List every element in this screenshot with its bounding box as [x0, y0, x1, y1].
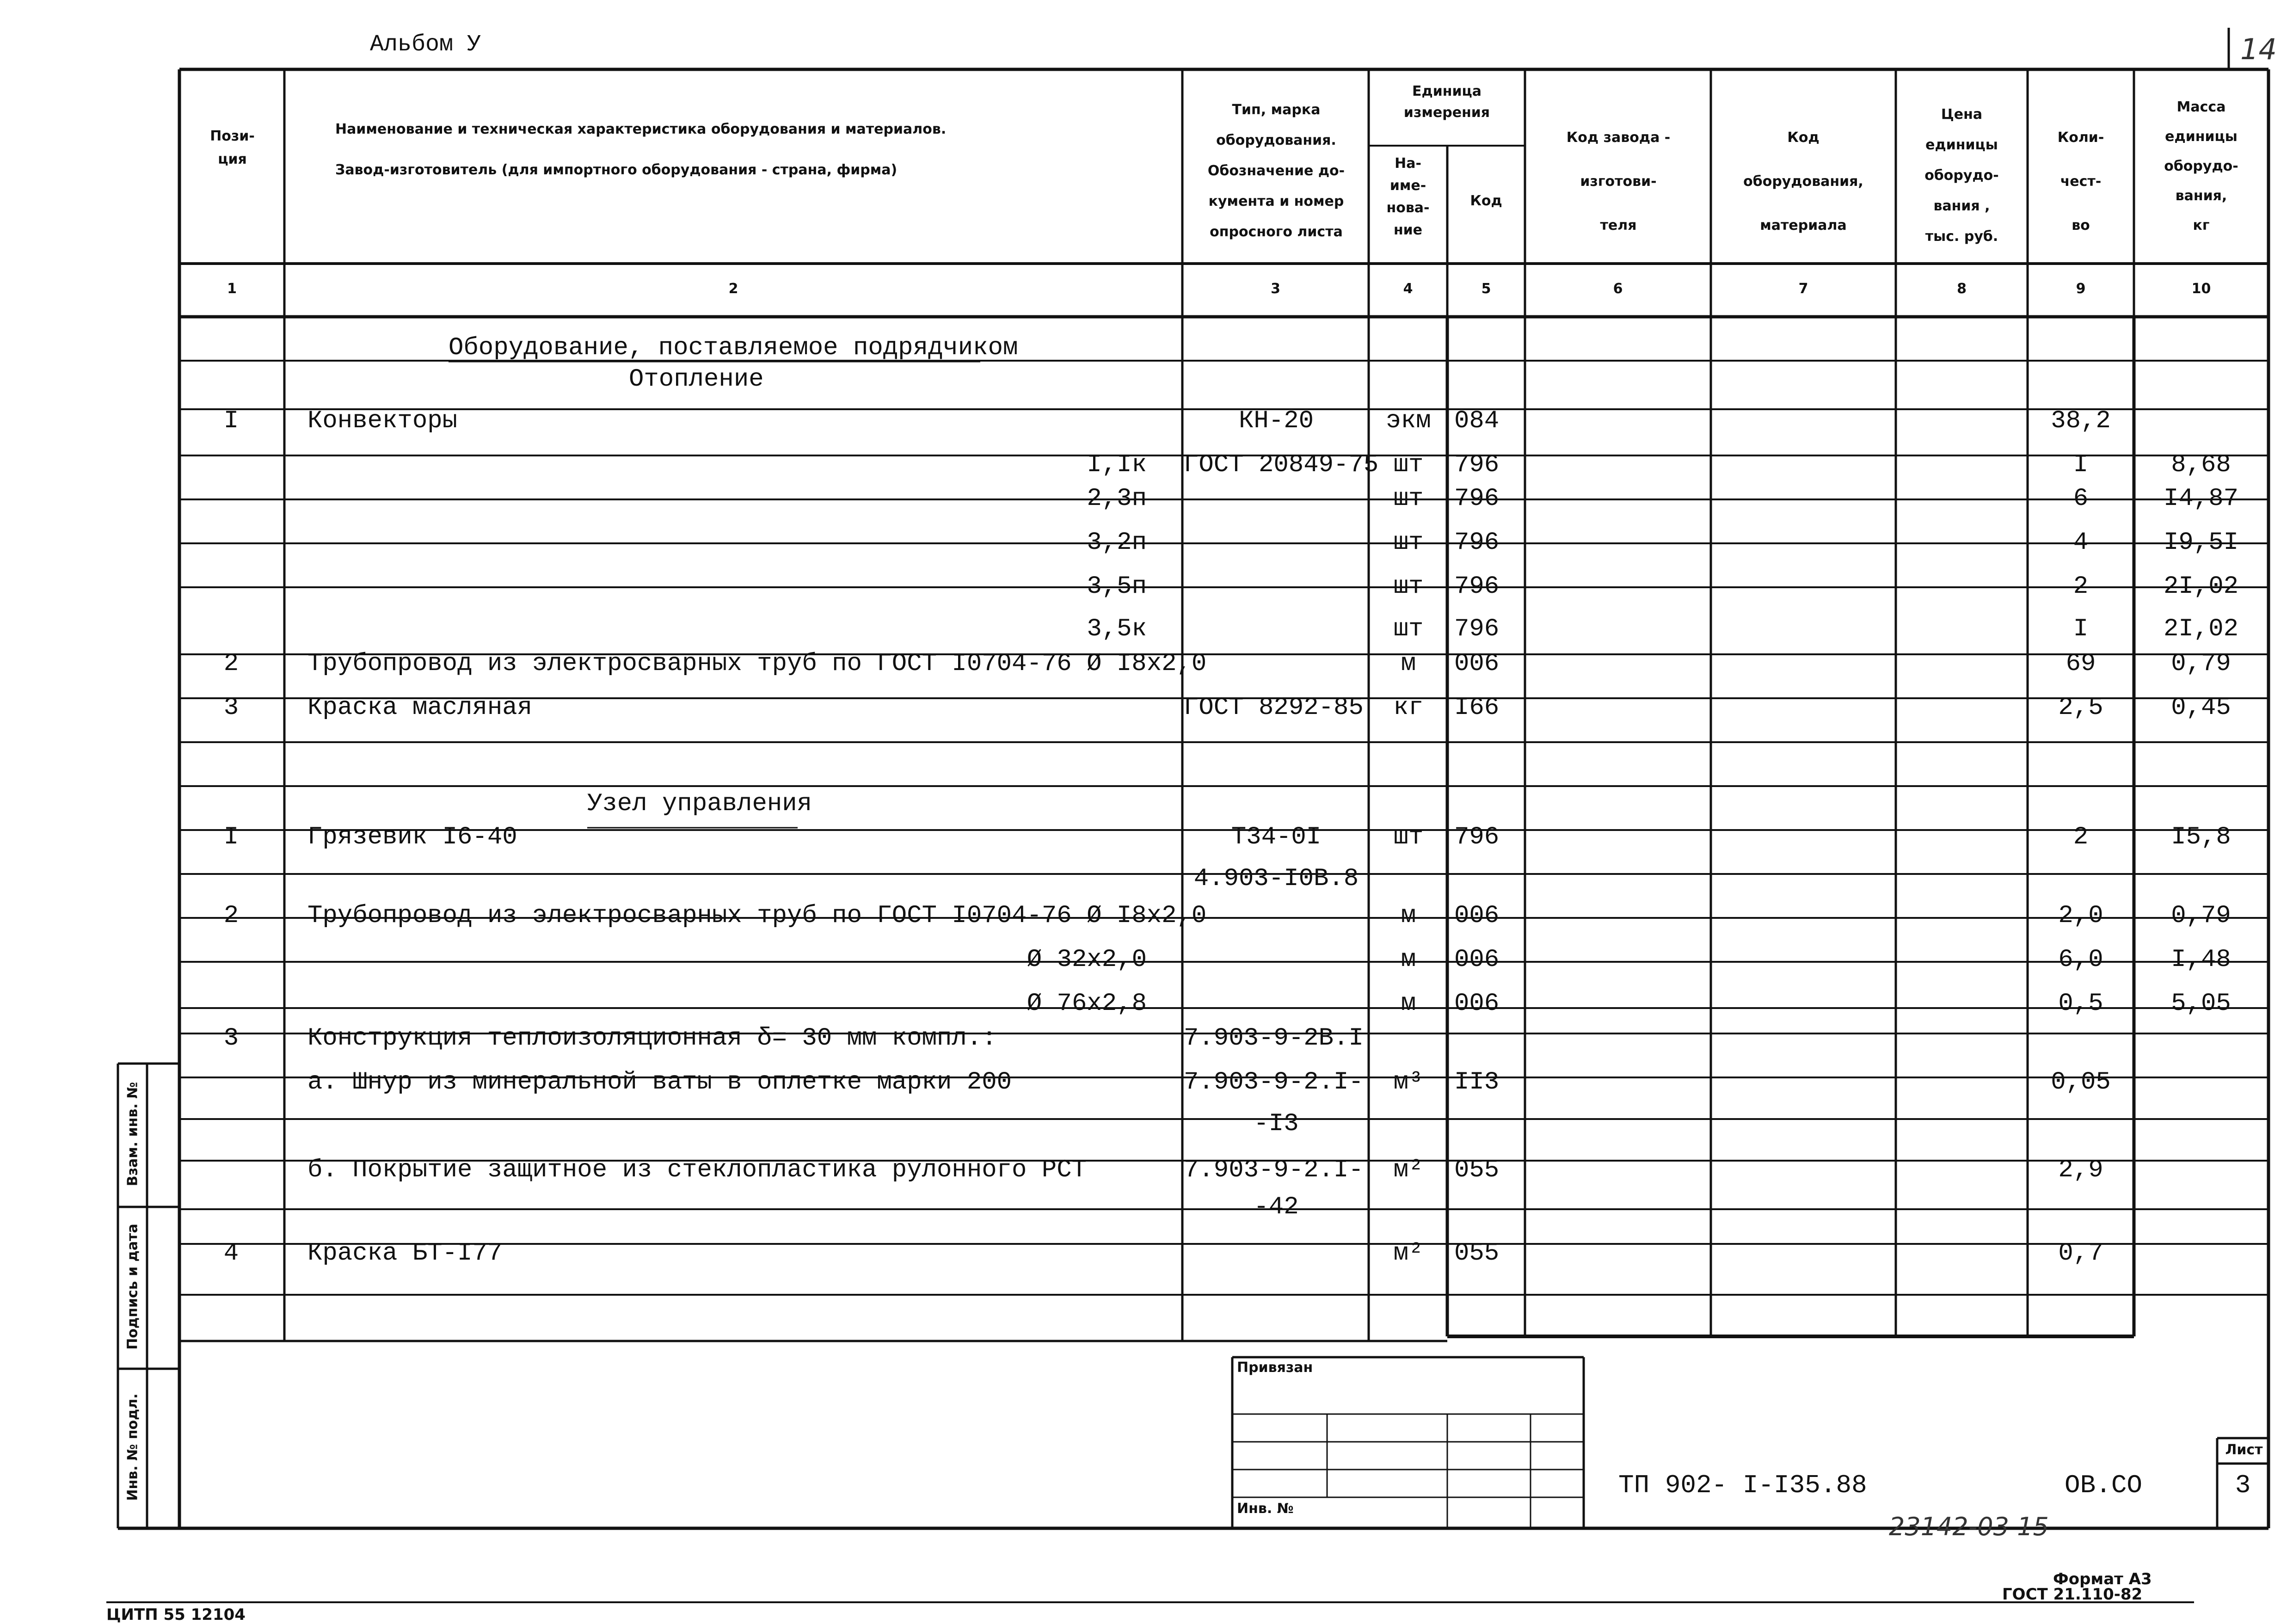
cell-unit: м³ [1393, 1068, 1424, 1096]
cell-name: Трубопровод из электросварных труб по ГОСТ I0704-76 Ø I8х2,0 [307, 902, 1207, 930]
cell-qty: 0,05 [2051, 1068, 2111, 1096]
cell-name: Грязевик I6-40 [307, 823, 517, 851]
cell-qty: 2,9 [2058, 1156, 2103, 1184]
header-col-mass: Масса единицы оборудо- вания, кг [2164, 99, 2238, 234]
cell-mass: 8,68 [2171, 451, 2231, 479]
cell-qty: 0,7 [2058, 1239, 2103, 1267]
col-number: 2 [728, 281, 738, 297]
cell-unit: м [1401, 946, 1416, 974]
cell-pos: I [223, 407, 239, 435]
cell-mass: I4,87 [2163, 485, 2239, 513]
cell-mass: I9,5I [2163, 529, 2239, 557]
cell-type: 7.903-9-2В.I [1184, 1024, 1364, 1052]
cell-pos: 3 [223, 1024, 239, 1052]
cell-type: 4.903-I0В.8 [1193, 865, 1359, 893]
cell-name: Конвекторы [307, 407, 458, 435]
stamp-doc-code: ТП 902- I-I35.88 [1618, 1470, 1867, 1500]
footer-gost: ГОСТ 21.110-82 [2002, 1585, 2143, 1604]
cell-qty: 2 [2073, 823, 2089, 851]
cell-code: 796 [1454, 615, 1500, 643]
cell-type: 7.903-9-2.I- [1184, 1068, 1364, 1096]
cell-type: ГОСТ 20849-75 [1184, 451, 1379, 479]
cell-mass: 2I,02 [2163, 572, 2239, 601]
cell-type: -I3 [1254, 1110, 1299, 1138]
album-title: Альбом У [370, 31, 481, 58]
cell-code: 796 [1454, 572, 1500, 601]
col-number: 7 [1798, 281, 1808, 297]
cell-mass: I,48 [2171, 946, 2231, 974]
cell-qty: 2,0 [2058, 902, 2103, 930]
cell-qty: 69 [2066, 650, 2096, 678]
cell-unit: экм [1386, 407, 1431, 435]
col-number: 8 [1957, 281, 1967, 297]
cell-code: II3 [1454, 1068, 1500, 1096]
page-mark: 14 [2240, 32, 2277, 66]
col-number: 4 [1403, 281, 1413, 297]
header-unit-group: Единица измерения [1403, 83, 1490, 121]
cell-pos: 3 [223, 694, 239, 722]
cell-code: 796 [1454, 529, 1500, 557]
footer-format: Формат А3 [2053, 1570, 2152, 1588]
header-col-name: Наименование и техническая характеристика оборудования и материалов. Завод-изготовитель (для импортного оборудования - страна, фирма) [335, 121, 947, 178]
header-col-quantity: Коли- чест- во [2057, 129, 2104, 234]
stamp-section-code: ОВ.СО [2065, 1470, 2143, 1500]
cell-mass: 0,79 [2171, 902, 2231, 930]
cell-type: КН-20 [1238, 407, 1314, 435]
col-number: 1 [227, 281, 237, 297]
cell-unit: м [1401, 902, 1416, 930]
cell-code: 796 [1454, 451, 1500, 479]
cell-name: Трубопровод из электросварных труб по ГОСТ I0704-76 Ø I8х2,0 [307, 650, 1207, 678]
cell-name: 3,2п [1087, 529, 1147, 557]
col-number: 9 [2076, 281, 2086, 297]
cell-name: I,Iк [1087, 451, 1147, 479]
cell-mass: 0,79 [2171, 650, 2231, 678]
col-number: 10 [2191, 281, 2211, 297]
cell-name: Ø 76х2,8 [1027, 990, 1147, 1018]
cell-qty: 38,2 [2051, 407, 2111, 435]
header-col-equipment-code: Код оборудования, материала [1743, 129, 1863, 234]
cell-name: Конструкция теплоизоляционная δ= 30 мм компл.: [307, 1024, 997, 1052]
cell-name: Краска масляная [307, 694, 533, 722]
header-col-position: Пози- ция [210, 128, 255, 167]
cell-unit: шт [1393, 823, 1424, 851]
cell-qty: 6,0 [2058, 946, 2103, 974]
section-title-equipment: Оборудование, поставляемое подрядчиком [449, 334, 1018, 362]
cell-qty: 0,5 [2058, 990, 2103, 1018]
cell-pos: 4 [223, 1239, 239, 1267]
cell-unit: шт [1393, 572, 1424, 601]
cell-mass: I5,8 [2171, 823, 2231, 851]
footer-ciitp: ЦИТП 55 12104 [106, 1606, 246, 1624]
stamp-sheet-label: Лист [2225, 1442, 2263, 1458]
cell-qty: I [2073, 615, 2089, 643]
cell-name: Краска БТ-I77 [307, 1239, 503, 1267]
cell-unit: шт [1393, 529, 1424, 557]
header-col-price: Цена единицы оборудо- вания , тыс. руб. [1924, 106, 1999, 245]
cell-name: 3,5к [1087, 615, 1147, 643]
cell-qty: 6 [2073, 485, 2089, 513]
section-title-heating: Отопление [629, 365, 764, 394]
header-col-unit-code: Код [1470, 193, 1502, 209]
cell-code: 006 [1454, 946, 1500, 974]
col-number: 6 [1613, 281, 1623, 297]
cell-type: 7.903-9-2.I- [1184, 1156, 1364, 1184]
cell-unit: м² [1393, 1156, 1424, 1184]
cell-code: 084 [1454, 407, 1500, 435]
section-title-control-unit: Узел управления [587, 790, 812, 818]
cell-unit: кг [1393, 694, 1424, 722]
cell-code: I66 [1454, 694, 1500, 722]
cell-unit: м [1401, 990, 1416, 1018]
cell-name: а. Шнур из минеральной ваты в оплетке марки 200 [307, 1068, 1012, 1096]
cell-unit: м² [1393, 1239, 1424, 1267]
cell-type: Т34-0I [1231, 823, 1322, 851]
cell-unit: шт [1393, 485, 1424, 513]
cell-qty: 2 [2073, 572, 2089, 601]
header-col-unit-name: На- име- нова- ние [1386, 155, 1430, 238]
stamp-privyazan: Привязан [1237, 1359, 1313, 1376]
cell-name: Ø 32х2,0 [1027, 946, 1147, 974]
cell-code: 796 [1454, 823, 1500, 851]
cell-mass: 5,05 [2171, 990, 2231, 1018]
cell-pos: I [223, 823, 239, 851]
cell-qty: I [2073, 451, 2089, 479]
cell-name: б. Покрытие защитное из стеклопластика рулонного РСТ [307, 1156, 1087, 1184]
cell-code: 796 [1454, 485, 1500, 513]
cell-qty: 4 [2073, 529, 2089, 557]
stamp-sheet-number: 3 [2235, 1470, 2251, 1500]
cell-code: 006 [1454, 990, 1500, 1018]
cell-code: 006 [1454, 650, 1500, 678]
cell-type: -42 [1254, 1193, 1299, 1221]
handwritten-number: 23142-03 15 [1889, 1512, 2049, 1541]
stamp-inv-no: Инв. № [1237, 1501, 1294, 1517]
cell-code: 006 [1454, 902, 1500, 930]
cell-unit: м [1401, 650, 1416, 678]
cell-code: 055 [1454, 1239, 1500, 1267]
header-col-type: Тип, марка оборудования. Обозначение до- кумента и номер опросного листа [1207, 102, 1345, 240]
cell-unit: шт [1393, 451, 1424, 479]
cell-name: 2,3п [1087, 485, 1147, 513]
col-number: 5 [1481, 281, 1491, 297]
cell-code: 055 [1454, 1156, 1500, 1184]
cell-mass: 0,45 [2171, 694, 2231, 722]
col-number: 3 [1271, 281, 1280, 297]
cell-mass: 2I,02 [2163, 615, 2239, 643]
cell-type: ГОСТ 8292-85 [1184, 694, 1364, 722]
cell-pos: 2 [223, 650, 239, 678]
cell-name: 3,5п [1087, 572, 1147, 601]
cell-unit: шт [1393, 615, 1424, 643]
cell-pos: 2 [223, 902, 239, 930]
cell-qty: 2,5 [2058, 694, 2103, 722]
header-col-factory-code: Код завода - изготови- теля [1566, 129, 1671, 234]
